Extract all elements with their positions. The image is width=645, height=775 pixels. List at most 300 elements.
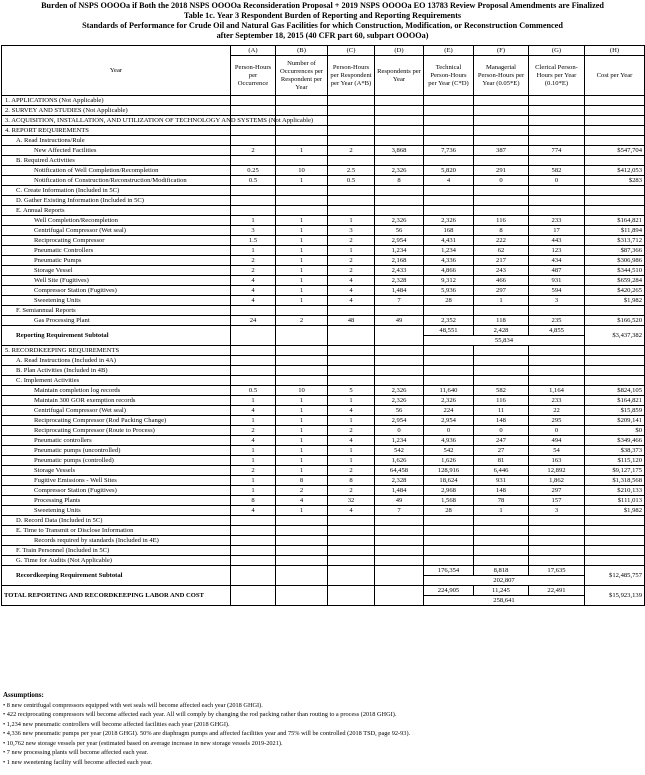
row-label: Well Completion/Recompletion	[2, 216, 231, 226]
empty-cell	[474, 556, 529, 566]
row-value: 4	[231, 406, 276, 416]
row-value: 1	[328, 396, 375, 406]
empty-cell	[375, 186, 424, 196]
empty-cell	[276, 306, 328, 316]
row-value: $11,894	[585, 226, 645, 236]
title-line-1: Burden of NSPS OOOOa if Both the 2018 NSPS OOOOa Reconsideration Proposal + 2019 NSPS OOOOa EO 13783 Review Proposal Amendments are Finalized	[41, 1, 604, 10]
empty-cell	[276, 186, 328, 196]
table-row	[2, 246, 645, 256]
row-value: 28	[424, 296, 474, 306]
row-value: 148	[474, 416, 529, 426]
empty-cell	[276, 586, 328, 606]
row-value: 582	[529, 166, 585, 176]
col-letter: (B)	[276, 46, 328, 56]
empty-cell	[424, 346, 474, 356]
row-value: 1	[276, 506, 328, 516]
empty-cell	[529, 356, 585, 366]
row-label: Well Site (Fugitives)	[2, 276, 231, 286]
empty-cell	[424, 116, 474, 126]
col-g-header: Clerical Person-Hours per Year (0.10*E)	[529, 56, 585, 96]
row-label: Pneumatic controllers	[2, 436, 231, 446]
empty-cell	[231, 556, 276, 566]
section-row	[2, 96, 645, 106]
row-value: 2,326	[424, 396, 474, 406]
assumption-item: • 8 new centrifugal compressors equipped with wet seals will become affected each year (2018 GHGI).	[3, 701, 263, 709]
row-value: $349,466	[585, 436, 645, 446]
row-value: 11,640	[424, 386, 474, 396]
empty-cell	[424, 96, 474, 106]
row-value: 1,484	[375, 286, 424, 296]
empty-cell	[328, 326, 375, 346]
empty-cell	[474, 136, 529, 146]
burden-table	[1, 45, 645, 606]
row-value: $164,821	[585, 396, 645, 406]
section-row	[2, 376, 645, 386]
assumptions-list	[3, 701, 643, 768]
empty-cell	[529, 556, 585, 566]
row-value: 2,352	[424, 316, 474, 326]
subtotal-row	[2, 326, 645, 336]
empty-cell	[585, 346, 645, 356]
row-value: 1	[231, 456, 276, 466]
row-value: 56	[375, 406, 424, 416]
row-value: 8	[474, 226, 529, 236]
row-value: 8	[375, 176, 424, 186]
empty-cell	[474, 96, 529, 106]
row-value: 8	[231, 496, 276, 506]
row-value: 2,954	[424, 416, 474, 426]
table-row	[2, 496, 645, 506]
row-value: 1	[328, 416, 375, 426]
assumptions-heading: Assumptions:	[3, 691, 44, 699]
row-value: 1	[276, 416, 328, 426]
empty-cell	[424, 536, 474, 546]
empty-cell	[328, 526, 375, 536]
row-value: 1	[276, 176, 328, 186]
section-label: 4. REPORT REQUIREMENTS	[2, 126, 231, 136]
row-value: 157	[529, 496, 585, 506]
empty-cell	[375, 116, 424, 126]
row-value: $0	[585, 426, 645, 436]
empty-cell	[529, 106, 585, 116]
table-row	[2, 286, 645, 296]
subtotal-cost: $3,437,382	[585, 326, 645, 346]
row-value: 116	[474, 396, 529, 406]
row-value: 0	[529, 176, 585, 186]
section-row	[2, 366, 645, 376]
section-label: 5. RECORDKEEPING REQUIREMENTS	[2, 346, 231, 356]
table-body	[2, 96, 645, 606]
col-letter: (G)	[529, 46, 585, 56]
empty-cell	[585, 126, 645, 136]
col-d-header: Respondents per Year	[375, 56, 424, 96]
row-value: 1	[328, 216, 375, 226]
row-value: 116	[474, 216, 529, 226]
table-row	[2, 266, 645, 276]
row-value: $1,982	[585, 296, 645, 306]
empty-cell	[585, 106, 645, 116]
empty-cell	[231, 536, 276, 546]
section-row	[2, 116, 645, 126]
row-value: $164,821	[585, 216, 645, 226]
section-row	[2, 106, 645, 116]
row-value: 8	[328, 476, 375, 486]
empty-cell	[375, 366, 424, 376]
row-value: 54	[529, 446, 585, 456]
empty-cell	[375, 196, 424, 206]
row-value: 56	[375, 226, 424, 236]
empty-cell	[474, 206, 529, 216]
row-value: 3	[328, 226, 375, 236]
assumption-item: • 7 new processing plants will become affected each year.	[3, 749, 149, 756]
subtotal-cost: $15,923,139	[585, 586, 645, 606]
empty-cell	[276, 566, 328, 586]
section-row	[2, 536, 645, 546]
row-value: 12,892	[529, 466, 585, 476]
row-value: 1	[231, 416, 276, 426]
empty-cell	[328, 346, 375, 356]
row-value: 1,234	[375, 436, 424, 446]
empty-cell	[585, 536, 645, 546]
row-value: 2	[231, 256, 276, 266]
row-value: 487	[529, 266, 585, 276]
table-row	[2, 166, 645, 176]
row-value: 78	[474, 496, 529, 506]
subtotal-clerical: 4,855	[529, 326, 585, 336]
empty-cell	[424, 206, 474, 216]
title-line-3: Standards of Performance for Crude Oil and Natural Gas Facilities for which Construction, Modification, or Reconstruction Commenced	[82, 21, 563, 30]
row-value: 542	[424, 446, 474, 456]
row-value: 1,234	[424, 246, 474, 256]
empty-cell	[375, 126, 424, 136]
row-value: 434	[529, 256, 585, 266]
empty-cell	[276, 106, 328, 116]
table-row	[2, 436, 645, 446]
row-value: 1	[231, 446, 276, 456]
row-label: Pneumatic pumps (controlled)	[2, 456, 231, 466]
section-row	[2, 346, 645, 356]
col-letter: (C)	[328, 46, 375, 56]
empty-cell	[328, 126, 375, 136]
empty-cell	[424, 526, 474, 536]
row-value: 1	[276, 256, 328, 266]
empty-cell	[424, 556, 474, 566]
section-row	[2, 156, 645, 166]
row-label: Sweetening Units	[2, 506, 231, 516]
empty-cell	[328, 586, 375, 606]
empty-cell	[529, 536, 585, 546]
row-label: Centrifugal Compressor (Wet seal)	[2, 226, 231, 236]
empty-cell	[328, 186, 375, 196]
row-value: 27	[474, 446, 529, 456]
empty-cell	[375, 586, 424, 606]
row-value: 2	[276, 486, 328, 496]
row-label: Pneumatic Pumps	[2, 256, 231, 266]
table-row	[2, 236, 645, 246]
row-value: 1,164	[529, 386, 585, 396]
row-value: 1	[328, 246, 375, 256]
empty-cell	[529, 156, 585, 166]
row-value: 2	[231, 466, 276, 476]
section-row	[2, 136, 645, 146]
row-value: 32	[328, 496, 375, 506]
empty-cell	[585, 116, 645, 126]
table-row	[2, 316, 645, 326]
row-label: Compressor Station (Fugitives)	[2, 486, 231, 496]
row-value: 49	[375, 496, 424, 506]
row-value: $87,366	[585, 246, 645, 256]
row-value: $209,141	[585, 416, 645, 426]
row-value: 594	[529, 286, 585, 296]
assumption-item: • 1,234 new pneumatic controllers will become affected facilities each year (2018 GHGI).	[3, 720, 230, 728]
section-label: Records required by standards (Included in 4E)	[2, 536, 231, 546]
table-row	[2, 406, 645, 416]
empty-cell	[529, 366, 585, 376]
row-value: 224	[424, 406, 474, 416]
subtotal-clerical: 22,491	[529, 586, 585, 596]
row-value: 295	[529, 416, 585, 426]
empty-cell	[474, 106, 529, 116]
row-value: 4	[231, 286, 276, 296]
col-letter: (D)	[375, 46, 424, 56]
table-row	[2, 456, 645, 466]
empty-cell	[276, 556, 328, 566]
row-value: 1	[276, 406, 328, 416]
row-label: Maintain 300 GOR exemption records	[2, 396, 231, 406]
row-value: 2	[231, 426, 276, 436]
section-label: 3. ACQUISITION, INSTALLATION, AND UTILIZATION OF TECHNOLOGY AND SYSTEMS (Not Applicable)	[2, 116, 231, 126]
subtotal-technical: 224,905	[424, 586, 474, 596]
section-label: B. Plan Activities (Included in 4B)	[2, 366, 231, 376]
section-label: E. Annual Reports	[2, 206, 231, 216]
empty-cell	[529, 516, 585, 526]
empty-cell	[276, 516, 328, 526]
section-label: A. Read Instructions (Included in 4A)	[2, 356, 231, 366]
row-label: Centrifugal Compressor (Wet seal)	[2, 406, 231, 416]
row-value: 494	[529, 436, 585, 446]
empty-cell	[474, 536, 529, 546]
row-label: Maintain completion log records	[2, 386, 231, 396]
section-label: D. Gather Existing Information (Included in 5C)	[2, 196, 231, 206]
row-value: 2	[328, 486, 375, 496]
row-value: $166,520	[585, 316, 645, 326]
empty-cell	[328, 116, 375, 126]
row-value: 4,431	[424, 236, 474, 246]
empty-cell	[529, 346, 585, 356]
row-value: 247	[474, 436, 529, 446]
empty-cell	[424, 196, 474, 206]
empty-cell	[375, 376, 424, 386]
row-value: 48	[328, 316, 375, 326]
empty-cell	[424, 136, 474, 146]
empty-cell	[375, 346, 424, 356]
row-value: 1	[276, 426, 328, 436]
row-value: 10	[276, 166, 328, 176]
row-value: 1	[328, 446, 375, 456]
row-value: 4	[328, 296, 375, 306]
empty-cell	[529, 186, 585, 196]
empty-cell	[231, 526, 276, 536]
empty-cell	[529, 546, 585, 556]
empty-cell	[529, 526, 585, 536]
empty-cell	[375, 566, 424, 586]
title-line-4: after September 18, 2015 (40 CFR part 60, subpart OOOOa)	[216, 31, 429, 40]
row-value: 2,968	[424, 486, 474, 496]
assumptions	[3, 691, 643, 767]
row-value: 0.5	[231, 386, 276, 396]
empty-cell	[474, 346, 529, 356]
empty-cell	[328, 376, 375, 386]
section-row	[2, 186, 645, 196]
col-a-header: Person-Hours per Occurrence	[231, 56, 276, 96]
row-value: 1	[276, 236, 328, 246]
row-value: 774	[529, 146, 585, 156]
row-value: 0	[424, 426, 474, 436]
row-value: 5,820	[424, 166, 474, 176]
empty-cell	[474, 306, 529, 316]
subtotal-cost: $12,485,757	[585, 566, 645, 586]
empty-cell	[328, 536, 375, 546]
subtotal-hours-sum: 202,807	[424, 576, 585, 586]
row-value: 1	[231, 476, 276, 486]
row-label: Reciprocating Compressor (Route to Process)	[2, 426, 231, 436]
row-value: 10	[276, 386, 328, 396]
column-letter-row	[2, 46, 645, 56]
row-label: Reciprocating Compressor (Rod Packing Change)	[2, 416, 231, 426]
row-value: 233	[529, 216, 585, 226]
row-value: $824,105	[585, 386, 645, 396]
empty-cell	[375, 326, 424, 346]
row-value: 4	[328, 506, 375, 516]
empty-cell	[585, 136, 645, 146]
row-value: 3,868	[375, 146, 424, 156]
row-value: 22	[529, 406, 585, 416]
subtotal-hours-sum: 55,834	[424, 336, 585, 346]
empty-cell	[231, 126, 276, 136]
row-value: 291	[474, 166, 529, 176]
row-value: 11	[474, 406, 529, 416]
row-value: 2,433	[375, 266, 424, 276]
empty-cell	[276, 156, 328, 166]
row-value: 2	[276, 316, 328, 326]
empty-cell	[474, 156, 529, 166]
row-value: $15,859	[585, 406, 645, 416]
row-value: 1,626	[424, 456, 474, 466]
row-value: 1	[276, 216, 328, 226]
row-label: Processing Plants	[2, 496, 231, 506]
row-value: 2,326	[375, 166, 424, 176]
row-value: 1	[276, 446, 328, 456]
row-value: 4,866	[424, 266, 474, 276]
empty-cell	[276, 366, 328, 376]
empty-cell	[585, 186, 645, 196]
row-label: Notification of Well Completion/Recompletion	[2, 166, 231, 176]
row-value: $115,120	[585, 456, 645, 466]
row-value: 1	[276, 146, 328, 156]
empty-cell	[328, 546, 375, 556]
row-value: 1	[276, 276, 328, 286]
row-value: 2	[328, 146, 375, 156]
row-value: 4	[328, 276, 375, 286]
empty-cell	[375, 546, 424, 556]
empty-cell	[276, 356, 328, 366]
row-value: 0.5	[231, 176, 276, 186]
empty-cell	[529, 136, 585, 146]
table-row	[2, 296, 645, 306]
empty-cell	[328, 366, 375, 376]
empty-cell	[474, 356, 529, 366]
row-value: 1.5	[231, 236, 276, 246]
row-value: 466	[474, 276, 529, 286]
subtotal-technical: 176,354	[424, 566, 474, 576]
row-value: 1,568	[424, 496, 474, 506]
row-value: 5	[328, 386, 375, 396]
row-value: 3	[231, 226, 276, 236]
row-value: 6,446	[474, 466, 529, 476]
assumption-item: • 1 new sweetening facility will become affected each year.	[3, 758, 153, 766]
row-value: $420,265	[585, 286, 645, 296]
row-value: 1	[231, 486, 276, 496]
empty-cell	[328, 106, 375, 116]
row-value: 2,326	[375, 396, 424, 406]
empty-cell	[231, 516, 276, 526]
section-label: C. Implement Activities	[2, 376, 231, 386]
subtotal-label: Recordkeeping Requirement Subtotal	[2, 566, 231, 586]
section-label: 1. APPLICATIONS (Not Applicable)	[2, 96, 231, 106]
empty-cell	[529, 126, 585, 136]
empty-cell	[276, 136, 328, 146]
row-value: 217	[474, 256, 529, 266]
row-value: 4	[328, 406, 375, 416]
row-value: 4	[328, 286, 375, 296]
empty-cell	[231, 196, 276, 206]
row-value: 7	[375, 296, 424, 306]
row-value: 1	[276, 296, 328, 306]
section-row	[2, 306, 645, 316]
row-value: 4,936	[424, 436, 474, 446]
row-value: 28	[424, 506, 474, 516]
row-value: 3	[529, 296, 585, 306]
empty-cell	[424, 376, 474, 386]
row-value: $1,982	[585, 506, 645, 516]
row-value: 2,328	[375, 276, 424, 286]
subtotal-clerical: 17,635	[529, 566, 585, 576]
row-label: Gas Processing Plant	[2, 316, 231, 326]
section-label: C. Create Information (Included in 5C)	[2, 186, 231, 196]
empty-cell	[276, 536, 328, 546]
empty-cell	[585, 556, 645, 566]
row-value: 0	[375, 426, 424, 436]
empty-cell	[231, 156, 276, 166]
empty-cell	[328, 96, 375, 106]
row-value: 4	[231, 506, 276, 516]
col-c-header: Person-Hours per Respondent per Year (A*B)	[328, 56, 375, 96]
row-value: 24	[231, 316, 276, 326]
row-value: 8	[276, 476, 328, 486]
row-label: Notification of Construction/Reconstruction/Modification	[2, 176, 231, 186]
row-value: 1	[276, 396, 328, 406]
row-value: 2,326	[375, 386, 424, 396]
empty-cell	[585, 96, 645, 106]
row-value: 1	[231, 216, 276, 226]
row-value: 0.5	[328, 176, 375, 186]
row-value: $210,133	[585, 486, 645, 496]
subtotal-row	[2, 586, 645, 596]
empty-cell	[231, 566, 276, 586]
empty-cell	[474, 116, 529, 126]
row-value: 1,626	[375, 456, 424, 466]
row-value: 3	[529, 506, 585, 516]
